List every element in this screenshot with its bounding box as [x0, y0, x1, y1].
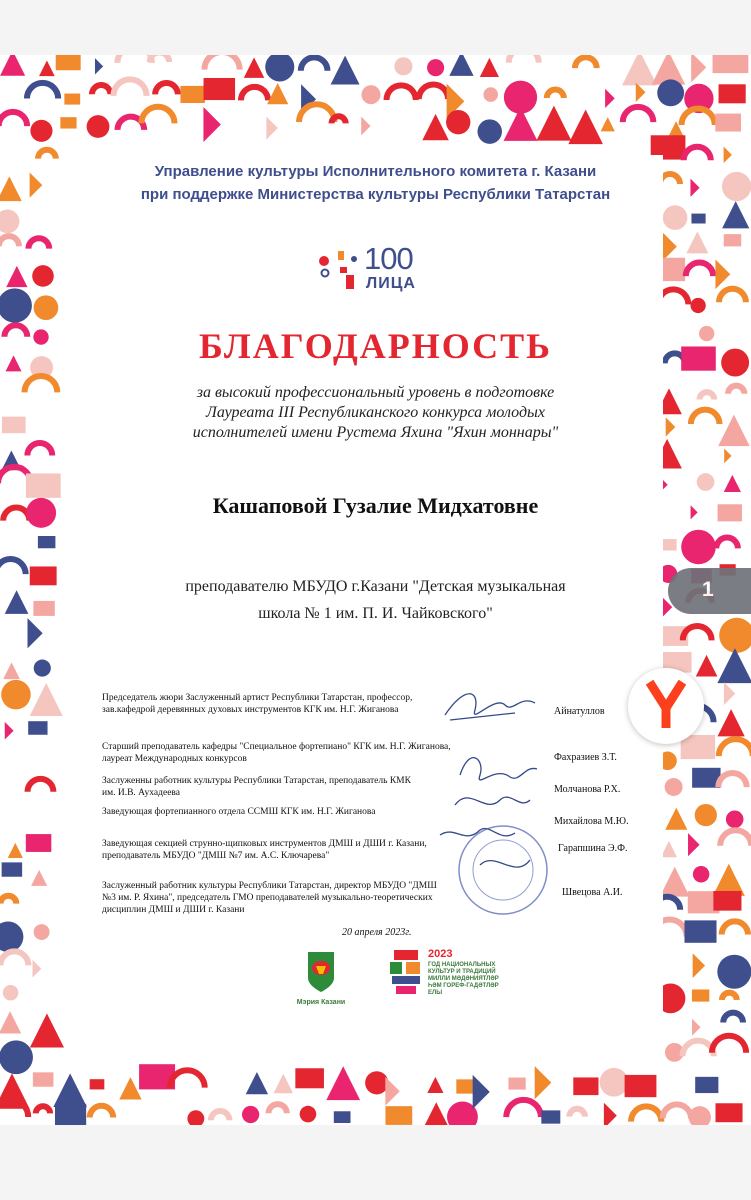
border-shape	[657, 79, 684, 106]
border-shape	[684, 920, 716, 942]
recipient-name: Кашаповой Гузалие Мидхатовне	[212, 493, 539, 518]
border-shape	[361, 85, 380, 104]
border-shape	[693, 866, 710, 883]
border-shape	[477, 119, 501, 143]
border-shape	[684, 147, 711, 161]
border-shape	[480, 58, 499, 77]
certificate-document	[0, 55, 751, 1125]
border-shape	[446, 110, 470, 134]
border-shape	[56, 55, 81, 70]
border-shape	[695, 804, 717, 826]
border-shape	[660, 867, 690, 897]
border-shape	[483, 87, 498, 102]
reason-line: за высокий профессиональный уровень в подготовке	[196, 384, 555, 401]
border-shape	[724, 475, 741, 492]
ornament-icon	[386, 948, 426, 998]
border-shape	[601, 117, 615, 131]
border-shape	[666, 417, 676, 436]
border-shape	[697, 473, 715, 491]
signatures-and-stamp	[425, 665, 565, 925]
issue-date: 20 апреля 2023г.	[342, 927, 412, 938]
border-shape	[506, 1100, 541, 1117]
border-shape	[27, 443, 52, 455]
border-shape	[717, 648, 751, 683]
border-shape	[0, 55, 25, 76]
header-line-1: Управление культуры Исполнительного комитета г. Казани	[154, 163, 597, 180]
year-of-cultures-logo	[386, 948, 506, 1008]
border-shape	[204, 78, 236, 100]
border-shape	[27, 83, 58, 99]
border-shape	[34, 295, 59, 320]
signatory-name: Фахразиев З.Т.	[554, 752, 617, 763]
border-shape	[717, 955, 751, 989]
border-shape	[326, 1066, 360, 1100]
border-shape	[150, 55, 169, 62]
border-shape	[536, 106, 571, 141]
signatory-role: Заведующая секцией струнно-щипковых инструментов ДМШ и ДШИ г. Казани, преподаватель МБУДО "ДМШ №7 им. А.С. Ключарева"	[102, 839, 427, 861]
border-shape	[719, 739, 751, 756]
border-shape	[422, 114, 448, 140]
border-shape	[0, 559, 26, 574]
border-shape	[365, 1071, 388, 1094]
border-shape	[715, 114, 741, 132]
border-shape	[295, 1068, 324, 1088]
reason-text	[100, 383, 651, 443]
border-shape	[722, 921, 748, 934]
border-shape	[665, 808, 687, 830]
border-shape	[203, 107, 220, 142]
signatory-role: Председатель жюри Заслуженный артист Республики Татарстан, профессор, зав.кафедрой деревянных духовых инструментов КГК им. Н.Г. Жиганова	[102, 693, 413, 715]
header-line-2: при поддержке Министерства культуры Республики Татарстан	[140, 186, 611, 203]
border-shape	[25, 376, 58, 392]
border-shape	[33, 601, 54, 616]
border-shape	[663, 205, 688, 230]
border-shape	[6, 266, 27, 287]
border-shape	[3, 662, 20, 679]
border-shape	[0, 210, 19, 234]
border-shape	[28, 779, 54, 792]
border-shape	[266, 117, 277, 140]
kazan-logo-caption: Мэрия Казани	[296, 999, 346, 1006]
page-number: 1	[702, 578, 714, 601]
border-shape	[332, 116, 346, 123]
border-shape	[2, 417, 26, 434]
border-shape	[34, 924, 50, 940]
border-shape	[535, 1066, 552, 1099]
border-shape	[33, 1072, 54, 1086]
border-shape	[573, 1077, 598, 1095]
border-shape	[719, 289, 746, 302]
border-shape	[242, 1106, 259, 1123]
kazan-emblem-icon	[296, 948, 346, 994]
logo-text-line: КУЛЬТУР И ТРАДИЦИЙ	[428, 969, 496, 975]
border-shape	[2, 862, 23, 876]
border-shape	[723, 1013, 743, 1023]
logo-text-line: МИЛЛИ МӘДӘНИЯТЛӘР	[428, 976, 499, 982]
border-shape	[569, 1109, 585, 1117]
border-shape	[3, 985, 19, 1001]
yandex-button[interactable]	[628, 668, 704, 744]
border-shape	[92, 85, 110, 94]
border-shape	[605, 89, 615, 108]
border-shape	[508, 1078, 525, 1090]
signatory-role: Старший преподаватель кафедры "Специальное фортепиано" КГК им. Н.Г. Жиганова, лауреат Международных конкурсов	[102, 742, 451, 764]
border-shape	[716, 538, 738, 549]
border-shape	[718, 709, 745, 736]
border-shape	[55, 1104, 86, 1125]
border-shape	[726, 810, 744, 828]
border-shape	[604, 1103, 617, 1125]
border-shape	[509, 55, 539, 63]
border-shape	[244, 57, 264, 77]
border-shape	[30, 683, 63, 716]
border-shape	[38, 536, 56, 548]
border-shape	[274, 1074, 293, 1093]
border-shape	[299, 104, 334, 122]
border-shape	[719, 84, 746, 103]
border-shape	[719, 618, 751, 653]
kazan-mayor-logo	[296, 948, 346, 1008]
border-shape	[691, 55, 706, 83]
logo-word: ЛИЦА	[366, 275, 416, 292]
border-shape	[718, 415, 750, 447]
border-shape	[39, 61, 55, 77]
yandex-icon	[628, 668, 704, 744]
border-shape	[728, 386, 744, 394]
border-shape	[5, 590, 29, 614]
border-shape	[36, 1106, 50, 1113]
border-shape	[689, 1106, 711, 1125]
border-shape	[622, 55, 657, 85]
year-of-cultures-text	[428, 962, 508, 997]
border-shape	[90, 1106, 113, 1118]
border-shape	[427, 59, 444, 76]
signatory-role: Заслуженный работник культуры Республики Татарстан, директор МБУДО "ДМШ №3 им. Р. Яхина", председатель ГМО преподавателей музыкально-теоретических дисциплин ДМШ и ДШИ г. Казани	[102, 881, 437, 915]
signatory-role: Заведующая фортепианного отдела ССМШ КГК им. Н.Г. Жиганова	[102, 807, 376, 817]
border-shape	[38, 150, 56, 159]
border-shape	[0, 951, 28, 965]
border-shape	[720, 830, 751, 846]
border-shape	[300, 1106, 317, 1123]
border-shape	[683, 1041, 714, 1057]
border-shape	[681, 530, 716, 565]
border-shape	[712, 1036, 746, 1053]
border-shape	[682, 108, 715, 125]
border-shape	[8, 843, 23, 858]
signatory-name: Гарапшина Э.Ф.	[558, 843, 628, 854]
logo-number: 100	[364, 241, 413, 276]
border-shape	[0, 236, 19, 246]
reason-line: исполнителей имени Рустема Яхина "Яхин моннары"	[192, 424, 559, 441]
border-shape	[95, 58, 103, 74]
border-shape	[28, 238, 49, 248]
border-shape	[623, 107, 654, 122]
border-shape	[575, 57, 597, 68]
border-shape	[90, 1079, 105, 1089]
border-shape	[722, 201, 749, 228]
border-shape	[60, 117, 76, 128]
border-shape	[427, 1077, 443, 1093]
border-shape	[419, 84, 448, 99]
border-shape	[269, 1104, 287, 1113]
border-shape	[301, 57, 328, 70]
signatory-role: Заслуженны работник культуры Республики Татарстан, преподаватель КМК им. И.В. Аухадеева	[102, 776, 411, 798]
border-shape	[28, 721, 47, 735]
border-shape	[0, 288, 32, 322]
border-shape	[30, 566, 57, 585]
border-shape	[713, 55, 749, 73]
logo-text-line: ҺӘМ ГОРЕФ-ГАДӘТЛӘР ЕЛЫ	[428, 983, 499, 996]
certificate-title: БЛАГОДАРНОСТЬ	[199, 326, 552, 366]
border-shape	[449, 55, 473, 76]
border-shape	[693, 953, 705, 978]
border-shape	[204, 55, 239, 70]
border-shape	[722, 993, 737, 1000]
position-line: школа № 1 им. П. И. Чайковского"	[258, 605, 493, 622]
border-shape	[631, 1106, 661, 1121]
border-shape	[661, 841, 677, 857]
border-shape	[688, 833, 700, 856]
border-shape	[32, 265, 54, 287]
border-shape	[30, 1013, 64, 1047]
signatory-name: Молчанова Р.Х.	[554, 784, 621, 795]
signatory-name: Михайлова М.Ю.	[554, 816, 629, 827]
border-shape	[241, 87, 268, 101]
border-shape	[26, 834, 51, 852]
border-shape	[64, 94, 80, 105]
border-shape	[541, 1110, 560, 1123]
border-shape	[700, 392, 715, 399]
border-shape	[155, 83, 178, 94]
signatory-name: Швецова А.И.	[562, 887, 623, 898]
recipient-position	[100, 573, 651, 627]
100-litsa-logo	[318, 241, 438, 301]
border-shape	[724, 147, 732, 164]
border-shape	[691, 410, 720, 424]
border-shape	[5, 722, 14, 740]
border-shape	[686, 263, 713, 277]
border-shape	[473, 1075, 490, 1109]
border-shape	[0, 1040, 33, 1074]
border-shape	[422, 1102, 450, 1125]
page-counter-badge[interactable]	[668, 568, 751, 614]
border-shape	[665, 778, 683, 796]
border-shape	[385, 1077, 399, 1106]
border-shape	[625, 1075, 657, 1097]
border-shape	[361, 117, 370, 136]
border-shape	[663, 1104, 691, 1118]
border-shape	[385, 1106, 412, 1125]
border-shape	[119, 1077, 141, 1099]
border-shape	[0, 921, 23, 952]
border-shape	[331, 56, 360, 85]
logo-text-line: ГОД НАЦИОНАЛЬНЫХ	[428, 962, 496, 968]
border-shape	[1, 680, 31, 710]
position-line: преподавателю МБУДО г.Казани "Детская музыкальная	[185, 578, 566, 595]
border-shape	[0, 896, 16, 904]
border-shape	[636, 83, 646, 102]
border-shape	[53, 1073, 87, 1107]
border-shape	[715, 259, 730, 289]
border-shape	[547, 89, 564, 98]
border-shape	[691, 214, 705, 224]
border-shape	[27, 618, 42, 648]
border-shape	[0, 1011, 21, 1033]
border-shape	[267, 83, 288, 104]
border-shape	[265, 55, 294, 81]
border-shape	[724, 234, 742, 246]
border-shape	[30, 120, 52, 142]
border-shape	[695, 1077, 718, 1093]
border-shape	[31, 870, 47, 886]
border-shape	[713, 891, 741, 911]
border-shape	[718, 773, 746, 787]
border-shape	[504, 107, 538, 141]
logo-mark-icon	[318, 247, 364, 295]
border-shape	[387, 85, 416, 100]
border-shape	[394, 57, 412, 75]
border-shape	[724, 682, 735, 705]
border-shape	[692, 989, 709, 1001]
border-shape	[724, 449, 731, 464]
border-shape	[34, 660, 51, 677]
border-shape	[113, 79, 146, 96]
border-shape	[87, 115, 110, 138]
border-shape	[0, 112, 27, 126]
border-shape	[600, 1068, 629, 1097]
border-shape	[187, 1110, 204, 1125]
border-shape	[686, 231, 708, 253]
border-shape	[568, 109, 603, 144]
border-shape	[170, 1070, 205, 1087]
year-label: 2023	[428, 948, 453, 960]
border-shape	[141, 107, 174, 124]
border-shape	[246, 1072, 268, 1094]
border-shape	[715, 1103, 742, 1122]
border-shape	[180, 86, 204, 103]
border-shape	[334, 1111, 351, 1123]
reason-line: Лауреата III Республиканского конкурса молодых	[206, 404, 545, 421]
signatory-name: Айнатуллов	[554, 706, 605, 717]
border-shape	[32, 960, 41, 978]
border-shape	[211, 1111, 230, 1120]
border-shape	[692, 1019, 701, 1036]
border-shape	[690, 298, 705, 313]
